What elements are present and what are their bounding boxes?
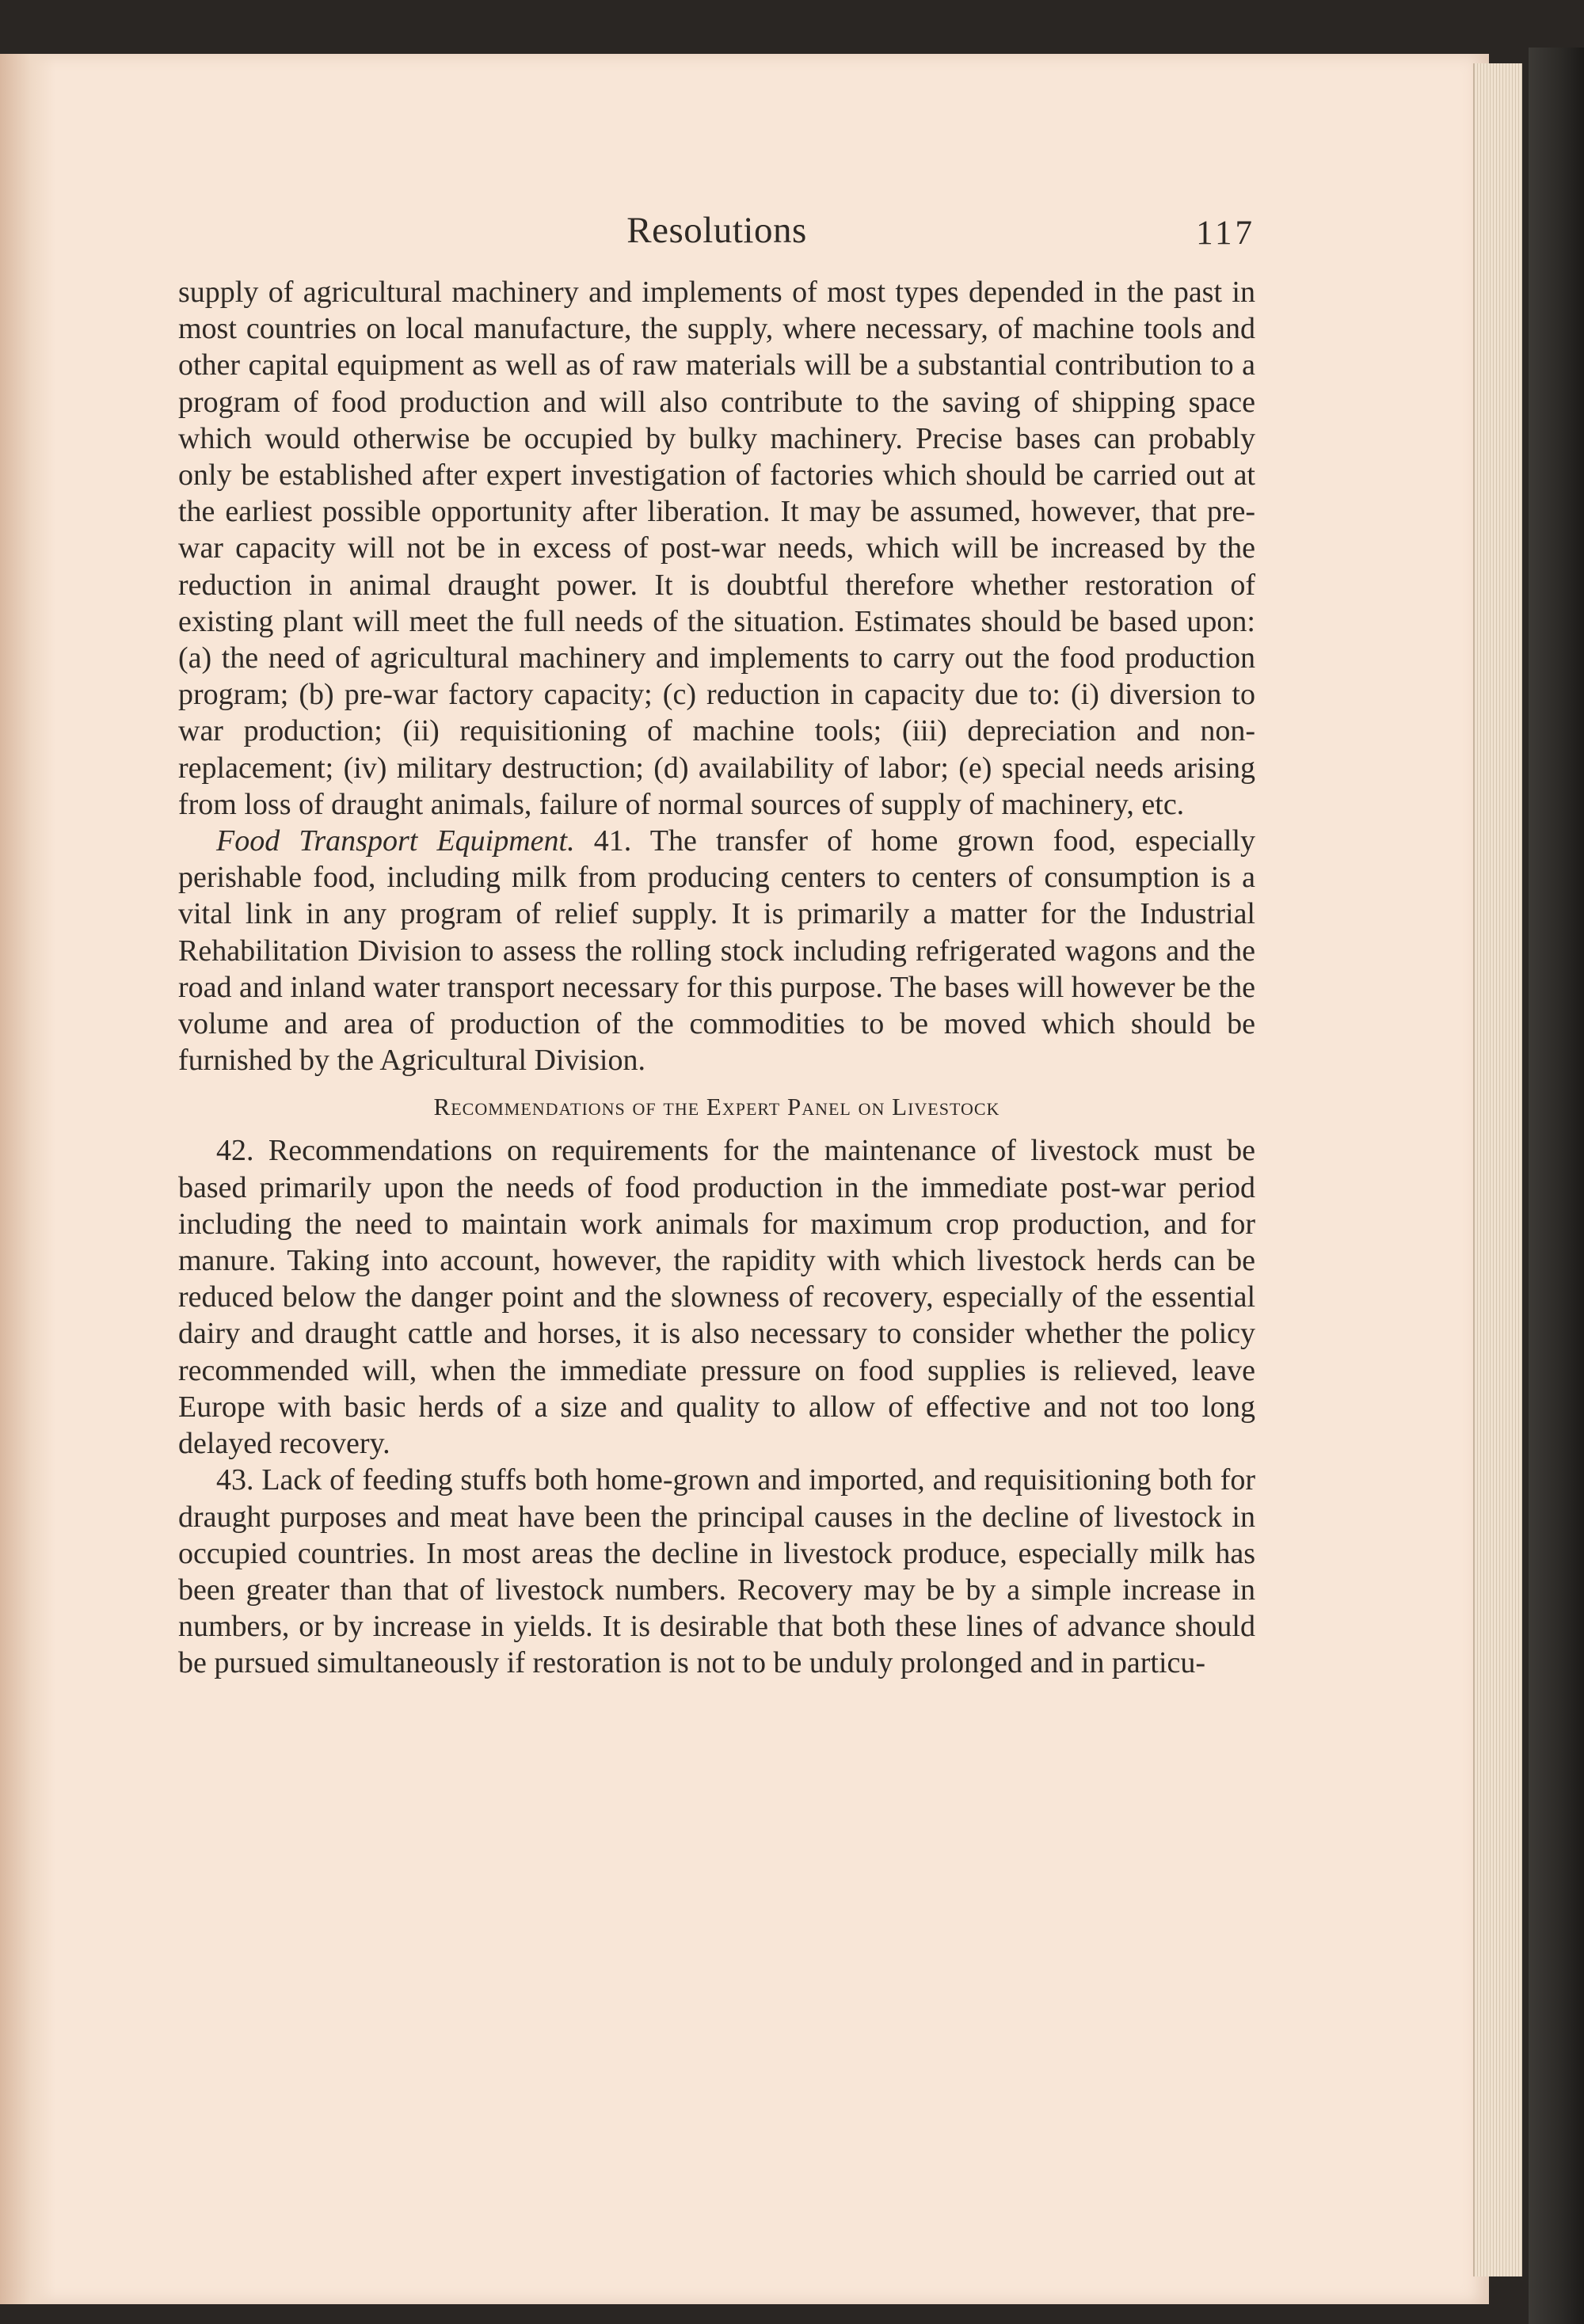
page-edges [1473, 63, 1522, 2276]
paragraph-43: 43. Lack of feeding stuffs both home-grown and imported, and requisitioning both for draught purposes and meat have been the principal causes in the decline of livestock in occupied countries. In most areas the decline in livestock produce, especially milk has been greater than that of livestock numbers. Recovery may be by a simple increase in numbers, or by increase in yields. It is desirable that both these lines of advance should be pursued simultaneously if restoration is not to be unduly prolonged and in particu- [178, 1463, 1255, 1680]
running-title: Resolutions [626, 210, 807, 251]
paragraph-continuation: supply of agricultural machinery and implements of most types depended in the past in most countries on local manufacture, the supply, where necessary, of machine tools and other capital equipment as well as of raw materials will be a substantial contribution to a program of food production and will also contribute to the saving of shipping space which would otherwise be occupied by bulky machinery. Precise bases can probably only be established after expert investigation of factories which should be carried out at the earliest possible opportunity after liberation. It may be assumed, however, that pre-war capacity will not be in excess of post-war needs, which will be increased by the reduction in animal draught power. It is doubtful therefore whether restoration of existing plant will meet the full needs of the situation. Estimates should be based upon: (a) the need of agricultural machinery and implements to carry out the food production program; (b) pre-war factory capacity; (c) reduction in capacity due to: (i) diversion to war production; (ii) requisitioning of machine tools; (iii) depreciation and non-replacement; (iv) military destruction; (d) availability of labor; (e) special needs arising from loss of draught animals, failure of normal sources of supply of machinery, etc. [178, 276, 1255, 821]
section-heading: Recommendations of the Expert Panel on Livestock [433, 1093, 1000, 1121]
book-cover-edge [1529, 48, 1584, 2324]
text-block [178, 274, 1255, 1682]
page-gutter-shadow [0, 54, 55, 2304]
page-number: 117 [1196, 215, 1255, 252]
sidehead-food-transport: Food Transport Equipment. [216, 824, 575, 858]
paragraph-42: 42. Recommendations on requirements for the maintenance of livestock must be based primarily upon the needs of food production in the immediate post-war period including the need to maintain work animals for maximum crop production, and for manure. Taking into account, however, the rapidity with which livestock herds can be reduced below the danger point and the slowness of recovery, especially of the essential dairy and draught cattle and horses, it is also necessary to consider whether the policy recommended will, when the immediate pressure on food supplies is relieved, leave Europe with basic herds of a size and quality to allow of effective and not too long delayed recovery. [178, 1134, 1255, 1461]
running-head [178, 209, 1255, 260]
paragraph-41 [178, 823, 1255, 1078]
paragraph-41-text: 41. The transfer of home grown food, especially perishable food, including milk from producing centers to centers of consumption is a vital link in any program of relief supply. It is primarily a matter for the Industrial Rehabilitation Division to assess the rolling stock including refrigerated wagons and the road and inland water transport necessary for this purpose. The bases will however be the volume and area of production of the commodities to be moved which should be furnished by the Agricultural Division. [178, 824, 1256, 1078]
